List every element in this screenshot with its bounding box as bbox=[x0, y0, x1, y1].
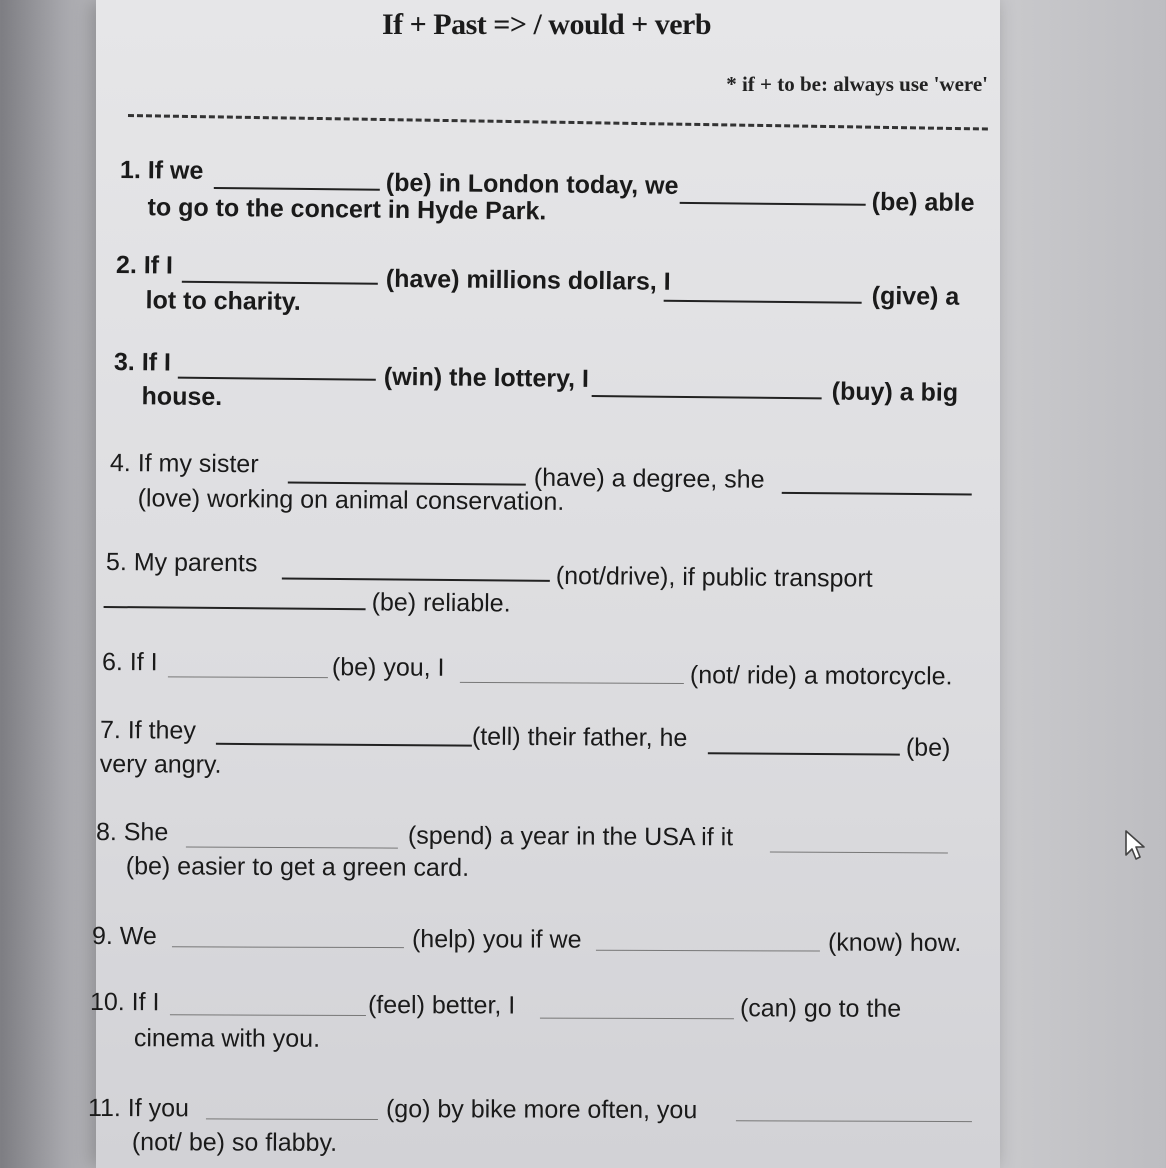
question-8-part-d: (be) easier to get a green card. bbox=[125, 852, 470, 882]
question-8-part-a: 8. She bbox=[95, 818, 169, 847]
question-11-part-a: 11. If you bbox=[87, 1094, 190, 1123]
question-11-part-b: (go) by bike more often, you bbox=[385, 1095, 698, 1125]
question-7-part-a: 7. If they bbox=[99, 716, 196, 745]
question-3-part-b: (win) the lottery, I bbox=[383, 362, 590, 393]
question-5-part-a: 5. My parents bbox=[105, 548, 258, 578]
question-7-part-d: very angry. bbox=[99, 749, 222, 779]
question-7-part-c: (be) bbox=[905, 733, 951, 762]
question-3-part-d: house. bbox=[141, 382, 223, 412]
question-10-part-a: 10. If I bbox=[89, 988, 160, 1017]
question-10-part-d: cinema with you. bbox=[133, 1024, 321, 1053]
question-8-part-b: (spend) a year in the USA if it bbox=[407, 821, 734, 852]
question-2-part-c: (give) a bbox=[871, 281, 960, 311]
question-3-part-a: 3. If I bbox=[113, 348, 172, 377]
question-2-part-d: lot to charity. bbox=[145, 286, 301, 316]
question-9-part-b: (help) you if we bbox=[411, 925, 582, 954]
question-1-part-b: (be) in London today, we bbox=[385, 168, 679, 200]
question-1-part-a: 1. If we bbox=[119, 156, 204, 185]
question-10-part-b: (feel) better, I bbox=[367, 990, 516, 1020]
question-2-part-a: 2. If I bbox=[115, 251, 174, 280]
question-5-part-b: (not/drive), if public transport bbox=[555, 561, 873, 593]
grammar-note: * if + to be: always use 'were' bbox=[726, 72, 988, 96]
question-5-part-d: (be) reliable. bbox=[371, 588, 511, 618]
question-6-part-c: (not/ ride) a motorcycle. bbox=[689, 661, 953, 691]
question-6-part-a: 6. If I bbox=[101, 648, 158, 677]
question-3-part-c: (buy) a big bbox=[831, 377, 959, 407]
question-1-part-c: (be) able bbox=[871, 187, 975, 217]
question-4-part-d: (love) working on animal conservation. bbox=[137, 484, 565, 516]
question-6-part-b: (be) you, I bbox=[331, 653, 445, 682]
question-7-part-b: (tell) their father, he bbox=[471, 722, 688, 753]
question-9-part-c: (know) how. bbox=[827, 928, 962, 958]
mouse-pointer-icon bbox=[1124, 829, 1146, 861]
question-9-part-a: 9. We bbox=[91, 922, 157, 951]
question-2-part-b: (have) millions dollars, I bbox=[385, 264, 671, 296]
question-11-part-d: (not/ be) so flabby. bbox=[131, 1128, 338, 1157]
question-1-part-d: to go to the concert in Hyde Park. bbox=[147, 193, 547, 226]
question-4-part-b: (have) a degree, she bbox=[533, 463, 765, 494]
question-4-part-a: 4. If my sister bbox=[109, 449, 259, 479]
page-title: If + Past => / would + verb bbox=[382, 8, 712, 41]
question-10-part-c: (can) go to the bbox=[739, 994, 902, 1023]
